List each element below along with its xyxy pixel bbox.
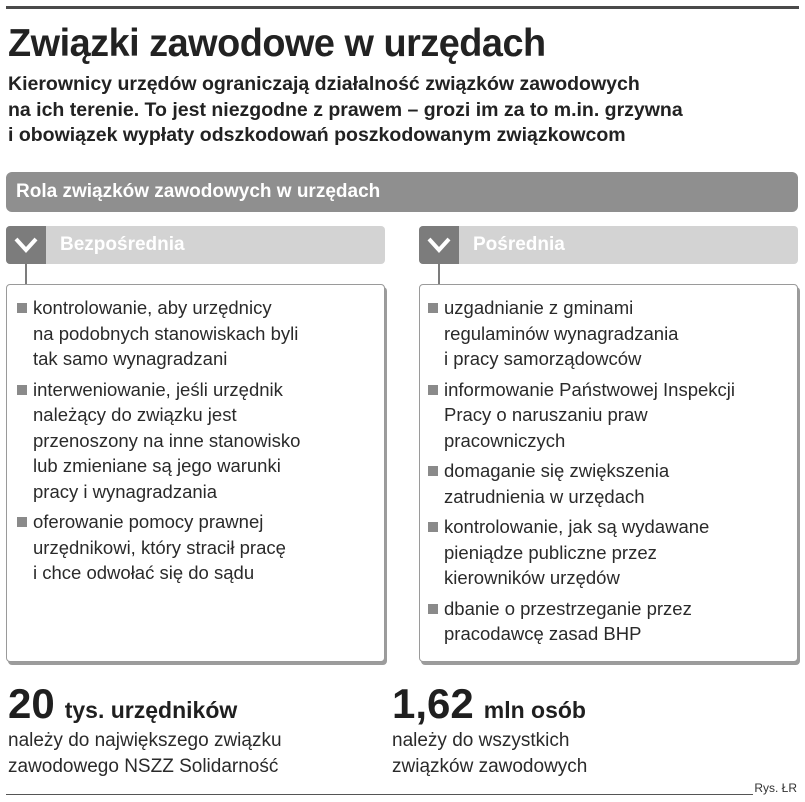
square-bullet-icon xyxy=(428,385,438,395)
connector-line xyxy=(25,264,27,286)
top-rule xyxy=(6,6,799,9)
square-bullet-icon xyxy=(17,385,27,395)
list-item xyxy=(17,295,374,372)
connector-line xyxy=(438,264,440,286)
column-box-indirect xyxy=(419,284,798,662)
list-item xyxy=(428,596,789,647)
stat-number: 20 xyxy=(8,680,55,727)
list-item-text: informowanie Państwowej Inspekcji Pracy o naruszaniu praw pracowniczych xyxy=(444,378,735,451)
list-item-text: interweniowanie, jeśli urzędnik należący do związku jest przenoszony na inne stanowisko lub zmieniane są jego warunki pracy i wynagradzania xyxy=(33,378,301,502)
stat-description: należy do największego związku zawodowego NSZZ Solidarność xyxy=(8,730,282,777)
page-title: Związki zawodowe w urzędach xyxy=(8,22,546,65)
list-item xyxy=(17,509,374,586)
item-list xyxy=(17,295,374,586)
chevron-down-icon xyxy=(419,226,459,264)
square-bullet-icon xyxy=(428,466,438,476)
list-item-text: oferowanie pomocy prawnej urzędnikowi, który stracił pracę i chce odwołać się do sądu xyxy=(33,511,286,583)
lead-line: Kierownicy urzędów ograniczają działalność związków zawodowych xyxy=(8,73,640,95)
list-item-text: dbanie o przestrzeganie przez pracodawcę zasad BHP xyxy=(444,597,692,644)
bottom-rule xyxy=(6,794,753,795)
list-item xyxy=(17,377,374,505)
stat-unit: mln osób xyxy=(483,697,586,723)
list-item-text: domaganie się zwiększenia zatrudnienia w urzędach xyxy=(444,460,670,507)
lead-line: i obowiązek wypłaty odszkodowań poszkodowanym związkowcom xyxy=(8,124,626,146)
square-bullet-icon xyxy=(17,517,27,527)
list-item-text: kontrolowanie, aby urzędnicy na podobnych stanowiskach byli tak samo wynagradzani xyxy=(33,297,299,369)
square-bullet-icon xyxy=(428,522,438,532)
stat-members-total xyxy=(392,680,587,780)
list-item xyxy=(428,458,789,509)
lead-line: na ich terenie. To jest niezgodne z prawem – grozi im za to m.in. grzywna xyxy=(8,98,683,121)
column-header-direct xyxy=(6,226,385,264)
list-item-text: kontrolowanie, jak są wydawane pieniądze publiczne przez kierowników urzędów xyxy=(444,516,710,588)
stat-headline xyxy=(8,680,282,728)
stat-number: 1,62 xyxy=(392,680,474,727)
credit-text: Rys. ŁR xyxy=(754,781,797,795)
lead-paragraph xyxy=(8,72,798,149)
list-item xyxy=(428,377,789,454)
column-box-direct xyxy=(6,284,385,662)
stat-description: należy do wszystkich związków zawodowych xyxy=(392,730,588,777)
section-title-bar: Rola związków zawodowych w urzędach xyxy=(6,172,798,212)
list-item xyxy=(428,514,789,591)
list-item-text: uzgadnianie z gminami regulaminów wynagradzania i pracy samorządowców xyxy=(444,297,679,369)
item-list xyxy=(428,295,789,647)
chevron-down-icon xyxy=(6,226,46,264)
list-item xyxy=(428,295,789,372)
square-bullet-icon xyxy=(428,604,438,614)
column-heading: Bezpośrednia xyxy=(60,234,185,255)
square-bullet-icon xyxy=(428,303,438,313)
square-bullet-icon xyxy=(17,303,27,313)
column-heading: Pośrednia xyxy=(473,234,565,255)
stat-members-solidarity xyxy=(8,680,282,780)
stat-unit: tys. urzędników xyxy=(64,697,238,723)
column-header-indirect xyxy=(419,226,798,264)
stat-headline xyxy=(392,680,587,728)
